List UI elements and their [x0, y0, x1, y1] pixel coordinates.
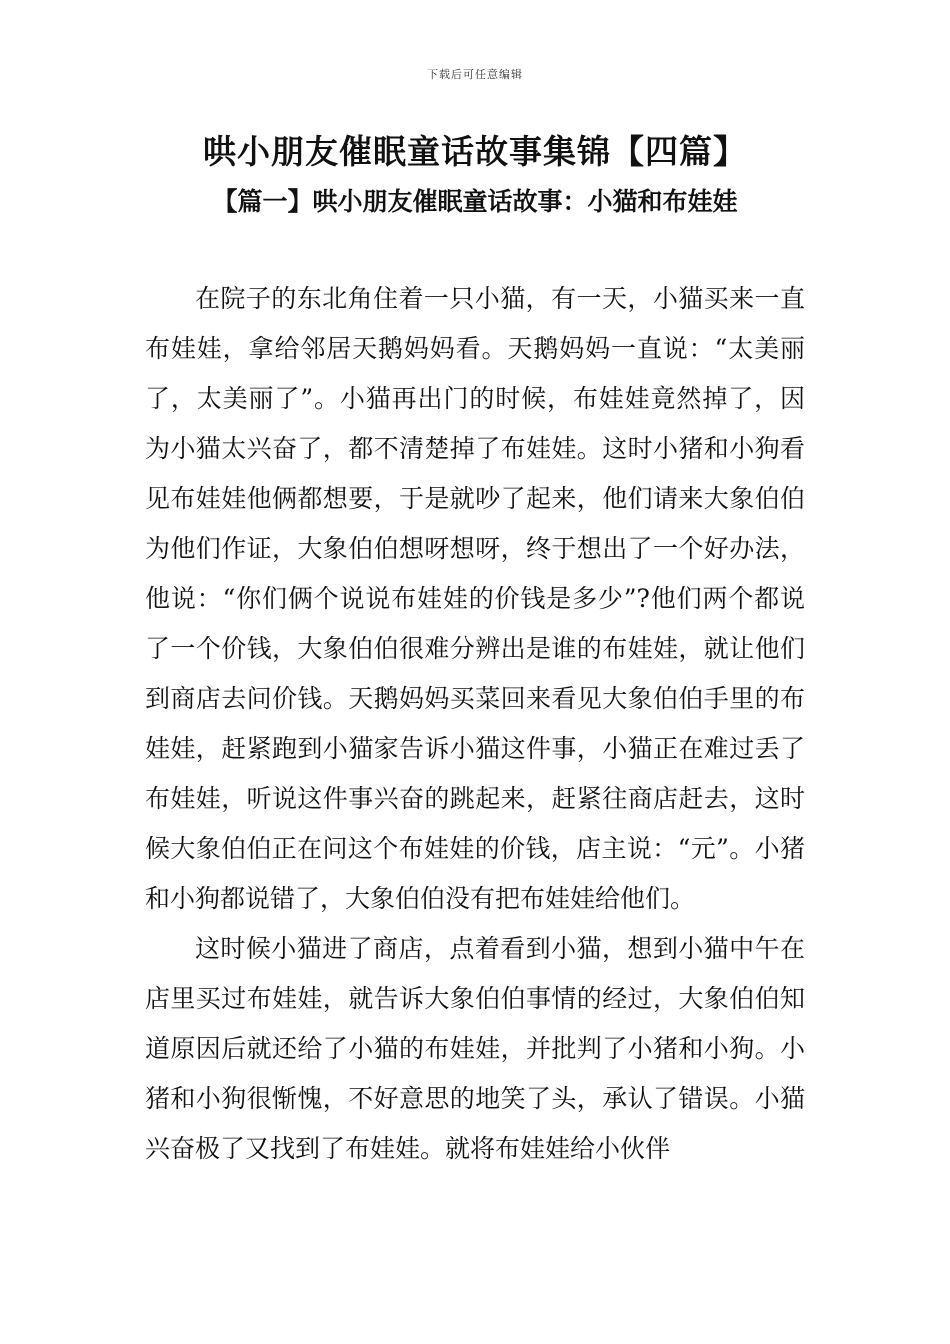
paragraph-2: 这时候小猫进了商店，点着看到小猫，想到小猫中午在店里买过布娃娃，就告诉大象伯伯事情的经过，大象伯伯知道原因后就还给了小猫的布娃娃，并批判了小猪和小狗。小猪和小狗很惭愧，不好意思的地笑了头，承认了错误。小猫兴奋极了又找到了布娃娃。就将布娃娃给小伙伴	[145, 934, 805, 1163]
story-body	[145, 274, 805, 1174]
paragraph-1: 在院子的东北角住着一只小猫，有一天，小猫买来一直布娃娃，拿给邻居天鹅妈妈看。天鹅妈妈一直说：“太美丽了，太美丽了”。小猫再出门的时候，布娃娃竟然掉了，因为小猫太兴奋了，都不清楚掉了布娃娃。这时小猪和小狗看见布娃娃他俩都想要，于是就吵了起来，他们请来大象伯伯为他们作证，大象伯伯想呀想呀，终于想出了一个好办法，他说：“你们俩个说说布娃娃的价钱是多少”?他们两个都说了一个价钱，大象伯伯很难分辨出是谁的布娃娃，就让他们到商店去问价钱。天鹅妈妈买菜回来看见大象伯伯手里的布娃娃，赶紧跑到小猫家告诉小猫这件事，小猫正在难过丢了布娃娃，听说这件事兴奋的跳起来，赶紧往商店赶去，这时候大象伯伯正在问这个布娃娃的价钱，店主说：“元”。小猪和小狗都说错了，大象伯伯没有把布娃娃给他们。	[145, 284, 805, 913]
section-subtitle: 【篇一】哄小朋友催眠童话故事：小猫和布娃娃	[212, 187, 738, 216]
document-title: 哄小朋友催眠童话故事集锦【四篇】	[203, 132, 747, 171]
header-note: 下载后可任意编辑	[427, 68, 523, 81]
